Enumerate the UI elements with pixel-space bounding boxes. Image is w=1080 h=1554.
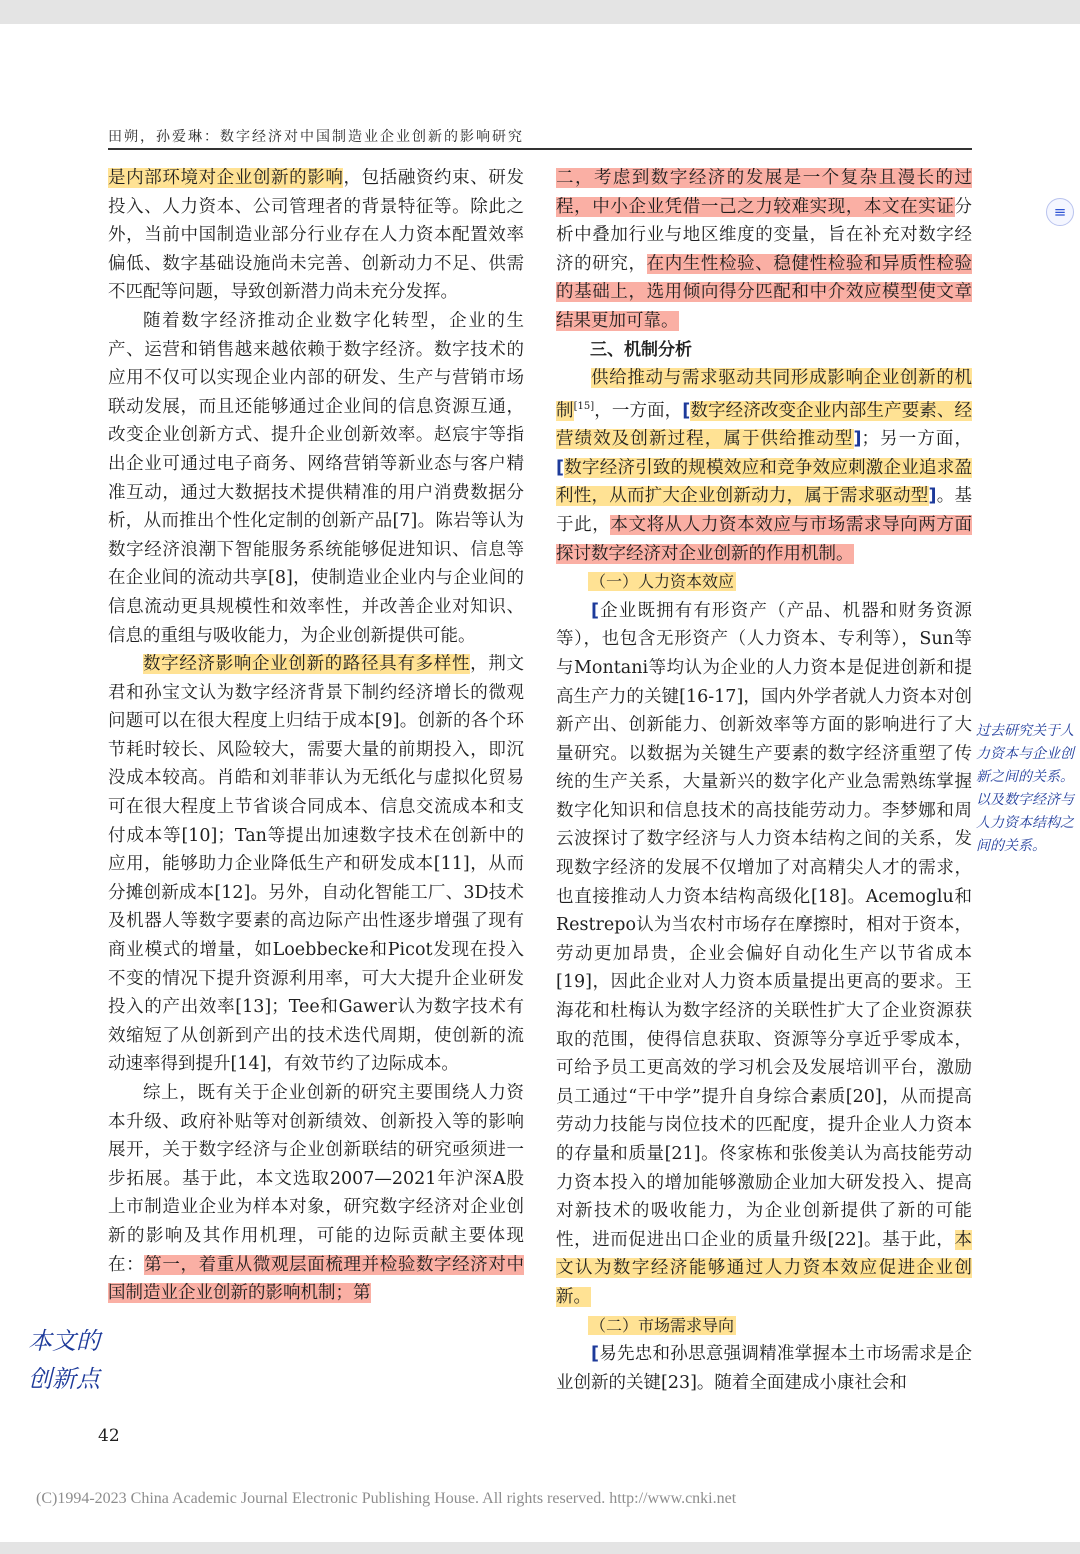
paragraph: 随着数字经济推动企业数字化转型，企业的生产、运营和销售越来越依赖于数字经济。数字技术的应用不仅可以实现企业内部的研发、生产与营销市场联动发展，而且还能够通过企业间的信息资源互通，改变企业创新方式、提升企业创新效率。赵宸宇等指出企业可通过电子商务、网络营销等新业态与客户精准互动，通过大数据技术提供精准的用户消费数据分析，从而推出个性化定制的创新产品[7]。陈岩等认为数字经济浪潮下智能服务系统能够促进知识、信息等在企业间的流动共享[8]，使制造业企业内与企业间的信息流动更具规模性和效率性，并改善企业对知识、信息的重组与吸收能力，为企业创新提供可能。	[108, 310, 524, 646]
body-text: 。基于此，	[556, 486, 973, 535]
highlight-yellow: （二）市场需求导向	[590, 1315, 735, 1335]
body-text: ，包括融资约束、研发投入、人力资本、公司管理者的背景特征等。除此之外，当前中国制造业部分行业存在人力资本配置效率偏低、数字基础设施尚未完善、创新动力不足、供需不匹配等问题，导致创新潜力尚未充分发挥。	[108, 168, 525, 303]
highlight-yellow: 是内部环境对企业创新的影响	[108, 168, 344, 188]
copyright-line: (C)1994-2023 China Academic Journal Electronic Publishing House. All rights reserved. http://www.cnki.net	[36, 1490, 737, 1507]
highlight-yellow: 供给推动与需求驱动共同形成影响企业创新的机制	[556, 368, 972, 421]
paragraph	[556, 1340, 972, 1397]
page-number: 42	[98, 1426, 120, 1446]
subsection-heading	[556, 568, 972, 597]
handwritten-note-right: 过去研究关于人力资本与企业创新之间的关系。以及数字经济与人力资本结构之间的关系。	[976, 723, 1074, 854]
top-band	[0, 0, 1080, 24]
paragraph	[108, 164, 524, 307]
right-column	[556, 164, 972, 1397]
highlight-yellow: 数字经济影响企业创新的路径具有多样性	[143, 654, 471, 675]
highlight-yellow: 数字经济引致的规模效应和竞争效应刺激企业追求盈利性，从而扩大企业创新动力，属于需求驱动型	[556, 457, 972, 507]
running-head: 田朔，孙爱琳：数字经济对中国制造业企业创新的影响研究	[108, 129, 524, 145]
highlight-red: 在内生性检验、稳健性检验和异质性检验的基础上，选用倾向得分匹配和中介效应模型使文章结果更加可靠。	[556, 253, 973, 331]
subsection-heading	[556, 1312, 972, 1341]
body-text: 综上，既有关于企业创新的研究主要围绕人力资本升级、政府补贴等对创新绩效、创新投入等的影响展开，关于数字经济与企业创新联结的研究亟须进一步拓展。基于此，本文选取2007—2021年沪深A股上市制造业企业为样本对象，研究数字经济对企业创新的影响及其作用机理，可能的边际贡献主要体现在：	[108, 1083, 524, 1275]
body-text: 企业既拥有有形资产（产品、机器和财务资源等），也包含无形资产（人力资本、专利等），Sun等与Montani等均认为企业的人力资本是促进创新和提高生产力的关键[16-17]，国内外学者就人力资本对创新产出、创新能力、创新效率等方面的影响进行了大量研究。以数据为关键生产要素的数字经济重塑了传统的生产关系，大量新兴的数字化产业急需熟练掌握数字化知识和信息技术的高技能劳动力。李梦娜和周云波探讨了数字经济与人力资本结构之间的关系，发现数字经济的发展不仅增加了对高精尖人才的需求，也直接推动人力资本结构高级化[18]。Acemoglu和Restrepo认为当农村市场存在摩擦时，相对于资本，劳动更加昂贵，企业会偏好自动化生产以节省成本[19]，因此企业对人力资本质量提出更高的要求。王海花和杜梅认为数字经济的关联性扩大了企业资源获取的范围，使得信息获取、资源等分享近乎零成本，可给予员工更高效的学习机会及发展培训平台，激励员工通过“干中学”提升自身综合素质[20]，从而提高劳动力技能与岗位技术的匹配度，提升企业人力资本的存量和质量[21]。佟家栋和张俊美认为高技能劳动力资本投入的增加能够激励企业加大研发投入、提高对新技术的吸收能力，为企业创新提供了新的可能性，进而促进出口企业的质量升级[22]。基于此，	[556, 600, 972, 1250]
body-text: ，荆文君和孙宝文认为数字经济背景下制约经济增长的微观问题可以在很大程度上归结于成本[9]。创新的各个环节耗时较长、风险较大，需要大量的前期投入，即沉没成本较高。肖皓和刘菲菲认为无纸化与虚拟化贸易可在很大程度上节省谈合同成本、信息交流成本和支付成本等[10]；Tan等提出加速数字技术在创新中的应用，能够助力企业降低生产和研发成本[11]，从而分摊创新成本[12]。另外，自动化智能工厂、3D技术及机器人等数字要素的高边际产出性逐步增强了现有商业模式的增量，如Loebbecke和Picot发现在投入不变的情况下提升资源利用率，可大大提升企业研发投入的产出效率[13]；Tee和Gawer认为数字技术有效缩短了从创新到产出的技术迭代周期，使创新的流动速率得到提升[14]，有效节约了边际成本。	[108, 654, 525, 1075]
ink-bracket-open: [	[591, 600, 599, 621]
body-text: ，一方面，	[594, 400, 683, 421]
paragraph	[108, 650, 524, 1079]
highlight-red: 第一，着重从微观层面梳理并检验数字经济对中国制造业企业创新的影响机制；第	[108, 1254, 525, 1304]
header-rule	[108, 148, 972, 150]
body-text: 易先忠和孙思意强调精准掌握本土市场需求是企业创新的关键[23]。随着全面建成小康社会和	[556, 1344, 972, 1393]
highlight-yellow: 数字经济改变企业内部生产要素、经营绩效及创新过程，属于供给推动型	[556, 400, 973, 450]
highlight-yellow: 本文认为数字经济能够通过人力资本效应促进企业创新。	[556, 1229, 972, 1307]
left-column	[108, 164, 524, 1308]
ink-bracket-open: [	[556, 457, 564, 478]
highlight-red: 本文将从人力资本效应与市场需求导向两方面探讨数字经济对企业创新的作用机制。	[556, 514, 973, 564]
paragraph	[108, 1079, 524, 1308]
paragraph	[556, 597, 972, 1312]
ink-bracket-open: [	[682, 400, 691, 421]
section-heading: 三、机制分析	[590, 339, 692, 360]
body-text: 分析中叠加行业与地区维度的变量，旨在补充对数字经济的研究，	[556, 196, 972, 274]
highlight-red: 二，考虑到数字经济的发展是一个复杂且漫长的过程，中小企业凭借一己之力较难实现，本文在实证	[556, 168, 972, 217]
highlight-yellow: （一）人力资本效应	[590, 572, 735, 592]
menu-icon[interactable]: ≡	[1046, 198, 1074, 226]
body-text: ；另一方面，	[861, 429, 973, 450]
ink-bracket-close: ]	[853, 429, 862, 450]
paragraph	[556, 364, 972, 568]
paragraph	[556, 164, 972, 336]
citation: [15]	[573, 400, 595, 412]
handwritten-note-left: 本文的创新点	[28, 1327, 100, 1393]
bottom-band	[0, 1542, 1080, 1554]
ink-bracket-close: ]	[928, 486, 937, 507]
ink-bracket-open: [	[591, 1344, 599, 1365]
